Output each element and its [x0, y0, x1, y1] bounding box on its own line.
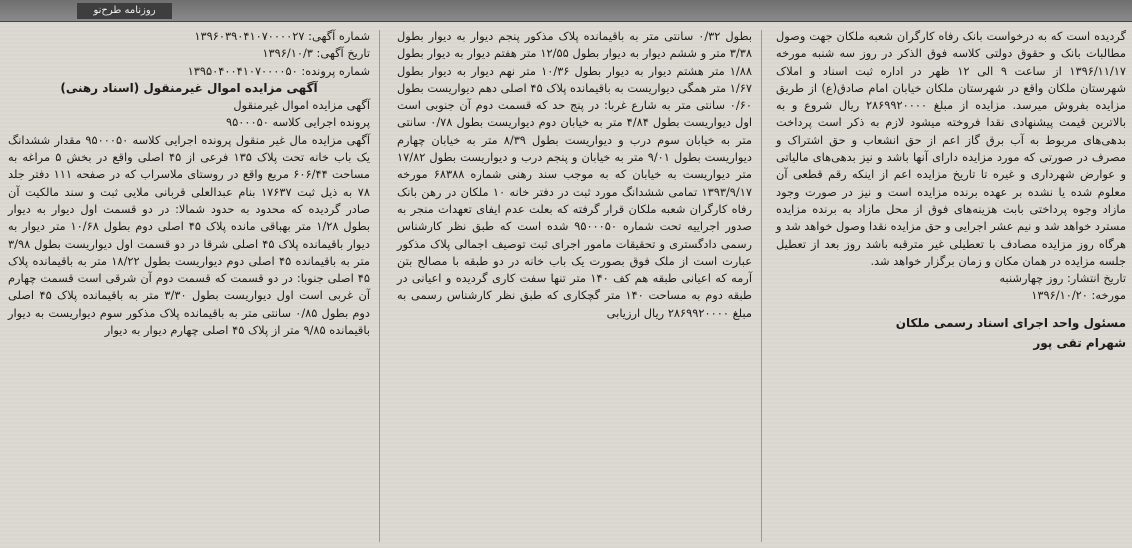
- column-left: [776, 28, 1126, 353]
- signature-block: [776, 313, 1126, 353]
- column-divider: [379, 30, 380, 542]
- ad-body-part-2: بطول ۰/۳۲ سانتی متر به باقیمانده پلاک مذکور پنجم دیوار به دیوار بطول ۳/۳۸ متر و ششم دیوار به دیوار بطول ۱۲/۵۵ متر هفتم دیوار به دیوار بطول ۱/۸۸ متر هشتم دیوار به دیوار بطول ۱۰/۳۶ متر نهم دیوار به دیوار بطول ۱/۶۷ متر همگی دیواریست به باقیمانده پلاک ۴۵ اصلی دهم دیواریست بطول ۰/۶۰ سانتی متر به شارع غربا: در پنج حد که قسمت دوم آن جنوبی است اول دیواریست بطول ۴/۸۴ متر به خیابان دوم دیواریست بطول ۰/۷۸ سانتی متر به خیابان سوم درب و دیواریست بطول ۸/۳۹ متر به خیابان چهارم دیواریست بطول ۹/۰۱ متر به خیابان و پنجم درب و دیواریست بطول ۱۷/۸۲ متر دیواریست به خیابان که به موجب سند رهنی شماره ۶۸۳۸۸ مورخه ۱۳۹۳/۹/۱۷ تمامی ششدانگ مورد ثبت در دفتر خانه ۱۰ ملکان در رهن بانک رفاه کارگران شعبه ملکان قرار گرفته که بعلت عدم ایفای تعهدات منجر به صدور اجراییه تحت شماره ۹۵۰۰۰۵۰ شده است که طبق نظر کارشناس رسمی دادگستری و تحقیقات مامور اجرای ثبت توصیف اجمالی پلاک مذکور عبارت است از ملک فوق بصورت یک باب خانه در دو طبقه با مصالح بتن آرمه که اعیانی طبقه هم کف ۱۴۰ متر تنها سفت کاری گردیده و اعیانی در طبقه دوم به مساحت ۱۴۰ متر گچکاری که طبق نظر کارشناس رسمی به مبلغ ۲۸۶۹۹۲۰۰۰۰ ریال ارزیابی: [397, 29, 753, 320]
- file-class: پرونده اجرایی کلاسه ۹۵۰۰۰۵۰: [226, 115, 370, 130]
- newspaper-name-tag: روزنامه طرح‌نو: [77, 3, 172, 19]
- column-right: [8, 28, 370, 339]
- file-number: شماره پرونده: ۱۳۹۵۰۴۰۰۴۱۰۷۰۰۰۰۵۰: [187, 63, 370, 78]
- column-middle: [397, 28, 752, 322]
- signature-title: مسئول واحد اجرای اسناد رسمی ملکان: [895, 315, 1126, 330]
- ad-body-part-1: آگهی مزایده مال غیر منقول پرونده اجرایی کلاسه ۹۵۰۰۰۵۰ مقدار ششدانگ یک باب خانه تحت پلاک ۱۳۵ فرعی از ۴۵ اصلی واقع در بخش ۵ مراغه به مساحت ۶۰۶/۴۴ مربع واقع در روستای ملاسراب که در صفحه ۱۱۱ دفتر جلد ۷۸ به ذیل ثبت ۱۷۶۳۷ بنام عبدالعلی قربانی ملایی ثبت و سند مالکیت آن صادر گردیده که محدود به حدود شمالا: در دو قسمت اول دیوار به دیوار بطول ۱/۲۸ متر بهباقی مانده پلاک ۴۵ اصلی دوم بطول ۱۰/۶۸ متر دیوار به دیوار باقیمانده پلاک ۴۵ اصلی شرقا در دو قسمت اول دیواریست بطول ۳/۹۸ متر به باقیمانده ۴۵ اصلی دوم دیواریست بطول ۱۸/۲۲ متر به باقیمانده پلاک ۴۵ اصلی جنوبا: در دو قسمت که قسمت دوم آن شرقی است قسمت چهارم آن غربی است اول دیواریست بطول ۳/۳۰ متر به باقیمانده پلاک ۴۵ اصلی دوم بطول ۰/۸۵ سانتی متر به باقیمانده پلاک مذکور سوم دیواریست به دیوار باقیمانده ۹/۸۵ متر از پلاک ۴۵ اصلی چهارم دیوار به دیوار: [8, 132, 371, 338]
- column-divider: [761, 30, 762, 542]
- ad-number: شماره آگهی: ۱۳۹۶۰۳۹۰۴۱۰۷۰۰۰۰۲۷: [194, 29, 370, 43]
- ad-subtitle: آگهی مزایده اموال غیرمنقول: [233, 98, 370, 113]
- ad-date: تاریخ آگهی: ۱۳۹۶/۱۰/۳: [262, 46, 370, 61]
- signature-name: شهرام تقی پور: [1033, 335, 1126, 350]
- publish-date: تاریخ انتشار: روز چهارشنبه: [999, 271, 1126, 286]
- dated: مورخه: ۱۳۹۶/۱۰/۲۰: [1031, 288, 1126, 303]
- ad-body-part-3: گردیده است که به درخواست بانک رفاه کارگران شعبه ملکان جهت وصول مطالبات بانک و حقوق دولتی کلاسه فوق الذکر در روز سه شنبه مورخه ۱۳۹۶/۱۱/۱۷ از ساعت ۹ الی ۱۲ ظهر در اداره ثبت اسناد و املاک شهرستان ملکان واقع در شهرستان ملکان خیابان امام صادق(ع) از طریق مزایده بفروش میرسد. مزایده از مبلغ ۲۸۶۹۹۲۰۰۰۰ ریال شروع و به بالاترین قیمت پیشنهادی نقدا فروخته میشود لازم به ذکر است پرداخت بدهی‌های مربوط به آب برق گاز اعم از حق انشعاب و حق اشتراک و مصرف در صورتی که مورد مزایده دارای آنها باشد و نیز بدهی‌های مالیاتی و عوارض شهرداری و غیره تا تاریخ مزایده اعم از اینکه رقم قطعی آن معلوم شده یا نشده بر عهده برنده مزایده است و نیز در صورت وجود مازاد وجوه پرداختی بابت هزینه‌های فوق از محل مازاد به برنده مزایده مسترد خواهد شد و نیم عشر اجرایی و حق مزایده نقدا وصول خواهد شد و هرگاه روز مزایده مصادف با تعطیلی غیر مترقبه باشد روز بعد از تعطیل جلسه مزایده در همان مکان و زمان برگزار خواهد شد.: [776, 29, 1126, 268]
- newspaper-header-bar: [0, 0, 1132, 22]
- newspaper-clipping: [0, 22, 1132, 548]
- ad-title: آگهی مزایده اموال غیرمنقول (اسناد رهنی): [60, 80, 318, 95]
